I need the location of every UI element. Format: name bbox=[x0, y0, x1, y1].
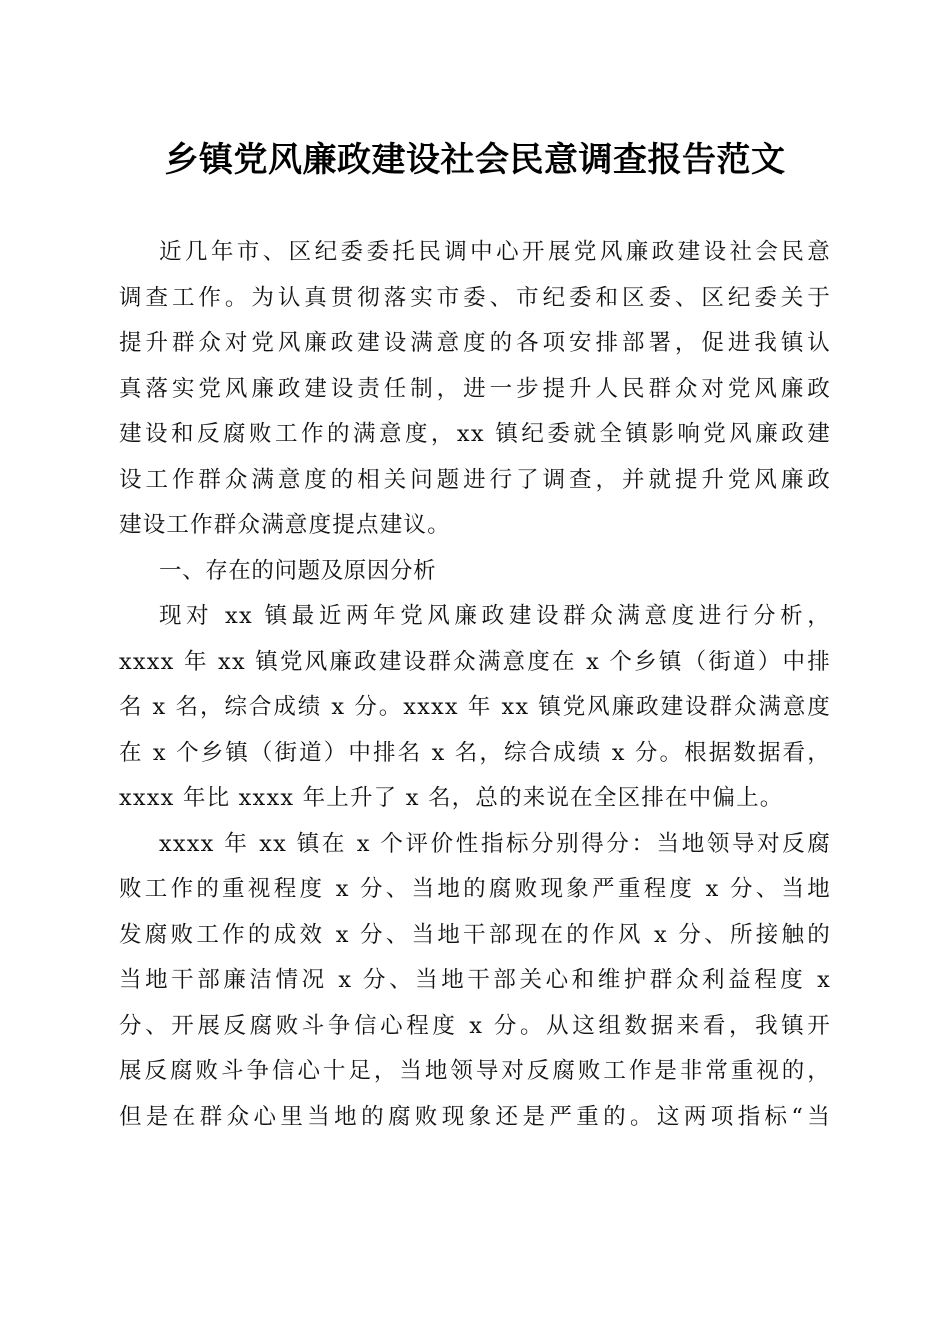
text-line: 真落实党风廉政建设责任制，进一步提升人民群众对党风廉政 bbox=[119, 375, 831, 402]
text-line: 设工作群众满意度的相关问题进行了调查，并就提升党风廉政 bbox=[119, 466, 831, 493]
text-line: xxxx 年 xx 镇党风廉政建设群众满意度在 x 个乡镇（街道）中排 bbox=[119, 648, 831, 675]
text-line: 现对 xx 镇最近两年党风廉政建设群众满意度进行分析， bbox=[159, 603, 831, 629]
text-line: xxxx 年比 xxxx 年上升了 x 名，总的来说在全区排在中偏上。 bbox=[119, 785, 784, 811]
text-line: 展反腐败斗争信心十足，当地领导对反腐败工作是非常重视的， bbox=[119, 1058, 831, 1084]
text-line: 调查工作。为认真贯彻落实市委、市纪委和区委、区纪委关于 bbox=[119, 284, 831, 311]
text-line: 败工作的重视程度 x 分、当地的腐败现象严重程度 x 分、当地 bbox=[119, 876, 831, 902]
text-line: 当地干部廉洁情况 x 分、当地干部关心和维护群众利益程度 x bbox=[119, 967, 831, 993]
section-heading: 一、存在的问题及原因分析 bbox=[159, 557, 437, 584]
document-body bbox=[119, 230, 831, 1140]
text-line: xxxx 年 xx 镇在 x 个评价性指标分别得分：当地领导对反腐 bbox=[159, 830, 831, 857]
paragraph-intro bbox=[119, 230, 831, 549]
paragraph-analysis bbox=[119, 594, 831, 822]
paragraph-indicators bbox=[119, 822, 831, 1141]
text-line: 发腐败工作的成效 x 分、当地干部现在的作风 x 分、所接触的 bbox=[119, 921, 831, 948]
text-line: 名 x 名，综合成绩 x 分。xxxx 年 xx 镇党风廉政建设群众满意度 bbox=[119, 694, 831, 720]
text-line: 分、开展反腐败斗争信心程度 x 分。从这组数据来看，我镇开 bbox=[119, 1012, 831, 1039]
document-title: 乡镇党风廉政建设社会民意调查报告范文 bbox=[164, 140, 786, 180]
text-line: 建设和反腐败工作的满意度，xx 镇纪委就全镇影响党风廉政建 bbox=[119, 421, 831, 447]
text-line: 提升群众对党风廉政建设满意度的各项安排部署，促进我镇认 bbox=[119, 330, 831, 356]
text-line: 但是在群众心里当地的腐败现象还是严重的。这两项指标“当 bbox=[119, 1103, 831, 1130]
text-line: 近几年市、区纪委委托民调中心开展党风廉政建设社会民意 bbox=[159, 239, 831, 265]
text-line: 在 x 个乡镇（街道）中排名 x 名，综合成绩 x 分。根据数据看， bbox=[119, 739, 831, 766]
text-line: 建设工作群众满意度提点建议。 bbox=[119, 512, 451, 538]
